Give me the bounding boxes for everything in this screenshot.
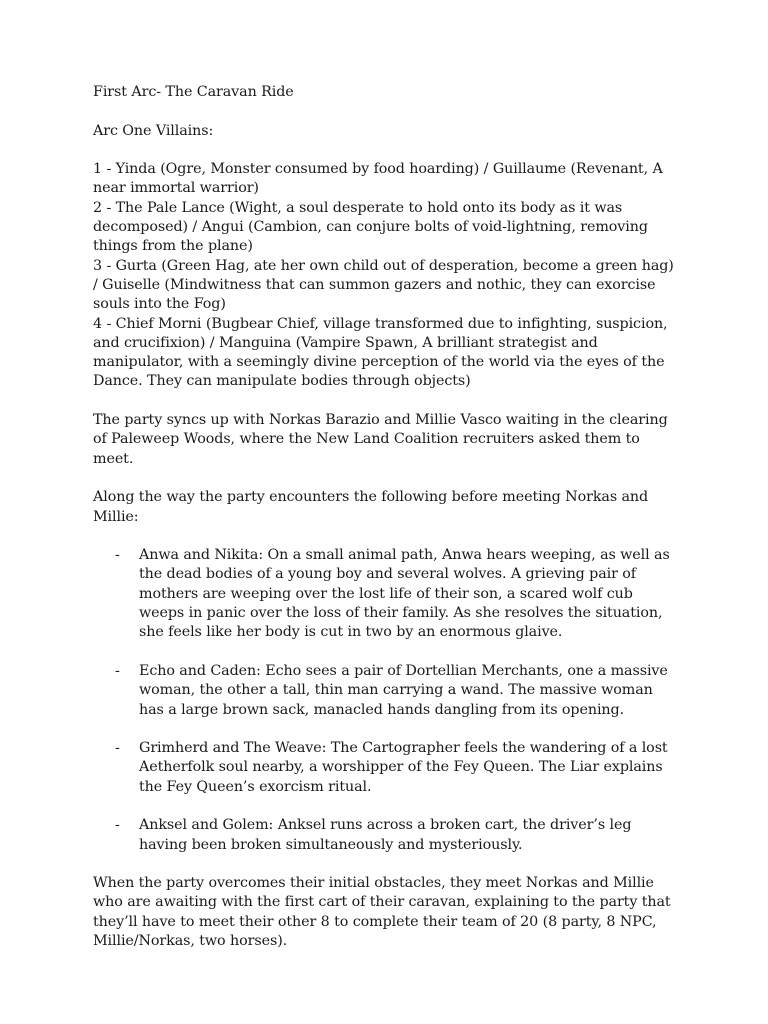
villain-entry-3: 3 - Gurta (Green Hag, ate her own child out of desperation, become a green hag) / Guiselle (Mindwitness that can summon gazers and nothic, they can exorcise souls into the Fog) [93,257,674,313]
paragraph-along-the-way: Along the way the party encounters the following before meeting Norkas and Millie: [93,489,649,525]
bullet-dash: - [115,817,120,834]
document-page [93,83,678,951]
villains-list [93,160,678,392]
arc-title: First Arc- The Caravan Ride [93,84,294,100]
list-item [93,816,678,855]
bullet-dash: - [115,662,120,679]
bullet-dash: - [115,547,120,564]
paragraph-sync: The party syncs up with Norkas Barazio and Millie Vasco waiting in the clearing of Paleweep Woods, where the New Land Coalition recruiters asked them to meet. [93,412,668,467]
encounter-text: Grimherd and The Weave: The Cartographer feels the wandering of a lost Aetherfolk soul nearby, a worshipper of the Fey Queen. The Liar explains the Fey Queen’s exorcism ritual. [139,740,668,795]
paragraph-overcome: When the party overcomes their initial obstacles, they meet Norkas and Millie who are awaiting with the first cart of their caravan, explaining to the party that they’ll have to meet their other 8 to complete their team of 20 (8 party, 8 NPC, Millie/Norkas, two horses). [93,875,671,950]
bullet-dash: - [115,740,120,757]
villain-entry-4: 4 - Chief Morni (Bugbear Chief, village transformed due to infighting, suspicion, and crucifixion) / Manguina (Vampire Spawn, A brilliant strategist and manipulator, with a seemingly divine perception of the world via the eyes of the Dance. They can manipulate bodies through objects) [93,315,668,390]
list-item [93,662,678,720]
list-item [93,546,678,642]
encounter-text: Echo and Caden: Echo sees a pair of Dortellian Merchants, one a massive woman, the other a tall, thin man carrying a wand. The massive woman has a large brown sack, manacled hands dangling from its opening. [139,662,668,718]
villain-entry-2: 2 - The Pale Lance (Wight, a soul desperate to hold onto its body as it was decomposed) / Angui (Cambion, can conjure bolts of void-lightning, removing things from the plane) [93,199,648,255]
encounter-text: Anksel and Golem: Anksel runs across a broken cart, the driver’s leg having been broken simultaneously and mysteriously. [139,817,632,853]
list-item [93,739,678,797]
villain-entry-1: 1 - Yinda (Ogre, Monster consumed by food hoarding) / Guillaume (Revenant, A near immortal warrior) [93,161,663,197]
encounter-text: Anwa and Nikita: On a small animal path, Anwa hears weeping, as well as the dead bodies of a young boy and several wolves. A grieving pair of mothers are weeping over the lost life of their son, a scared wolf cub weeps in panic over the loss of their family. As she resolves the situation, she feels like her body is cut in two by an enormous glaive. [139,547,670,641]
encounters-list [93,546,678,855]
villains-heading: Arc One Villains: [93,122,214,139]
